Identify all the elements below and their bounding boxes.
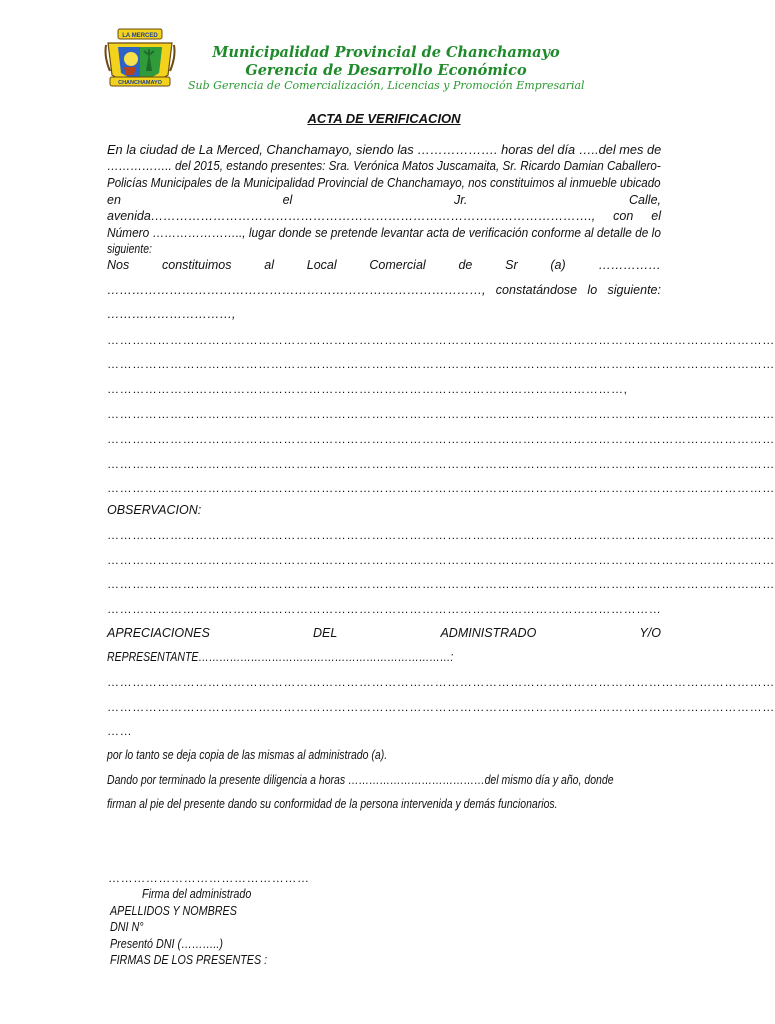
- apreciaciones-line: [107, 626, 661, 640]
- word: Y/O: [639, 626, 661, 640]
- paragraph-line: Policías Municipales de la Municipalidad Provincial de Chanchamayo, nos constituimos al inmueble ubicado: [107, 176, 661, 190]
- municipality-coat-of-arms-logo: [104, 27, 176, 95]
- word: ADMINISTRADO: [440, 626, 537, 640]
- word: siguiente:: [607, 283, 661, 297]
- word: Comercial: [369, 258, 426, 272]
- dotted-line: ……: [107, 724, 133, 738]
- observacion-label: OBSERVACION:: [107, 503, 202, 517]
- dotted-line: ……………………………………………………………………………………………………………,: [107, 382, 628, 396]
- signature-line: …………………………………………: [108, 871, 310, 885]
- representante-line: REPRESENTANTE………………………………………………………………:: [107, 650, 454, 664]
- dotted-line: ……………………………………………………………………………………………………………………………………………: [107, 700, 775, 714]
- paragraph-line: En la ciudad de La Merced, Chanchamayo, siendo las ………………. horas del día …..del mes de: [107, 143, 662, 157]
- header-subgerencia: Sub Gerencia de Comercialización, Licencias y Promoción Empresarial: [188, 79, 585, 92]
- paragraph-line: [107, 209, 661, 223]
- word: en: [107, 193, 121, 207]
- document-title: ACTA DE VERIFICACION: [307, 111, 461, 126]
- word: de: [458, 258, 473, 272]
- dotted-line: ……………………………………………………………………………………………………………………………………………: [107, 357, 775, 371]
- dotted-line: ……………………………………………………………………………………………………………………………………………: [107, 407, 775, 421]
- word: al: [264, 258, 274, 272]
- firmas-label: FIRMAS DE LOS PRESENTES :: [110, 953, 268, 967]
- word: lo: [587, 283, 598, 297]
- header-municipality: Municipalidad Provincial de Chanchamayo: [212, 44, 560, 61]
- dni-label: DNI N°: [110, 920, 144, 934]
- logo-top-text: LA MERCED: [122, 33, 158, 39]
- paragraph-line: …………….. del 2015, estando presentes: Sra. Verónica Matos Juscamaita, Sr. Ricardo Damian Caballero-: [107, 159, 661, 173]
- word: constatándose: [495, 283, 578, 297]
- presento-label: Presentó DNI (………..): [110, 937, 223, 951]
- dotted-line: ……………………………………………………………………………………………………………………………………………: [107, 457, 775, 471]
- word: con: [613, 209, 634, 223]
- firman-text: firman al pie del presente dando su conformidad de la persona intervenida y demás funcionarios.: [107, 797, 558, 811]
- word: Jr.: [453, 193, 468, 207]
- dotted-line: ……………………………………………………………………………………………………………………………………………: [107, 675, 775, 689]
- dotted-line: ……………………………………………………………………………………………………………………………………………: [107, 553, 775, 567]
- dotted-line: ……………………………………………………………………………………………………………………………………………: [107, 481, 775, 495]
- apellidos-label: APELLIDOS Y NOMBRES: [110, 904, 237, 918]
- paragraph-line: siguiente:: [107, 242, 152, 256]
- constat-end: …………………………,: [107, 307, 236, 321]
- logo-bottom-text: CHANCHAMAYO: [118, 80, 162, 86]
- word: Calle,: [629, 193, 661, 207]
- word: el: [651, 209, 661, 223]
- dotted-line: ……………………………………………………………………………………………………………………………………………: [107, 333, 775, 347]
- word: (a): [550, 258, 566, 272]
- word: DEL: [312, 626, 338, 640]
- word: Nos: [107, 258, 130, 272]
- word: Sr: [505, 258, 518, 272]
- word: constituimos: [162, 258, 232, 272]
- paragraph-line: [107, 193, 661, 207]
- dotted-line: ……………………………………………………………………………………………………………………: [107, 602, 662, 616]
- word: Local: [306, 258, 337, 272]
- word: APRECIACIONES: [107, 626, 210, 640]
- terminado-text: Dando por terminado la presente diligencia a horas …………………………………del mismo día y año, donde: [107, 773, 614, 787]
- word: el: [282, 193, 293, 207]
- word: avenida…………………………………………………………………………………………….,: [107, 209, 596, 223]
- word: ……………: [598, 258, 661, 272]
- local-line: [107, 258, 661, 272]
- copia-text: por lo tanto se deja copia de las mismas al administrado (a).: [107, 748, 388, 762]
- paragraph-line: Número ………………….., lugar donde se pretende levantar acta de verificación conforme al detalle de lo: [107, 226, 661, 240]
- header-gerencia: Gerencia de Desarrollo Económico: [245, 62, 527, 79]
- dotted-line: ……………………………………………………………………………………………………………………………………………: [107, 528, 775, 542]
- dotted-line: ……………………………………………………………………………………………………………………………………………: [107, 577, 775, 591]
- word: ………………………………………………………………………………,: [107, 283, 486, 297]
- constat-line: [107, 283, 661, 297]
- dotted-line: ……………………………………………………………………………………………………………………………………………: [107, 432, 775, 446]
- firma-label: Firma del administrado: [142, 887, 252, 901]
